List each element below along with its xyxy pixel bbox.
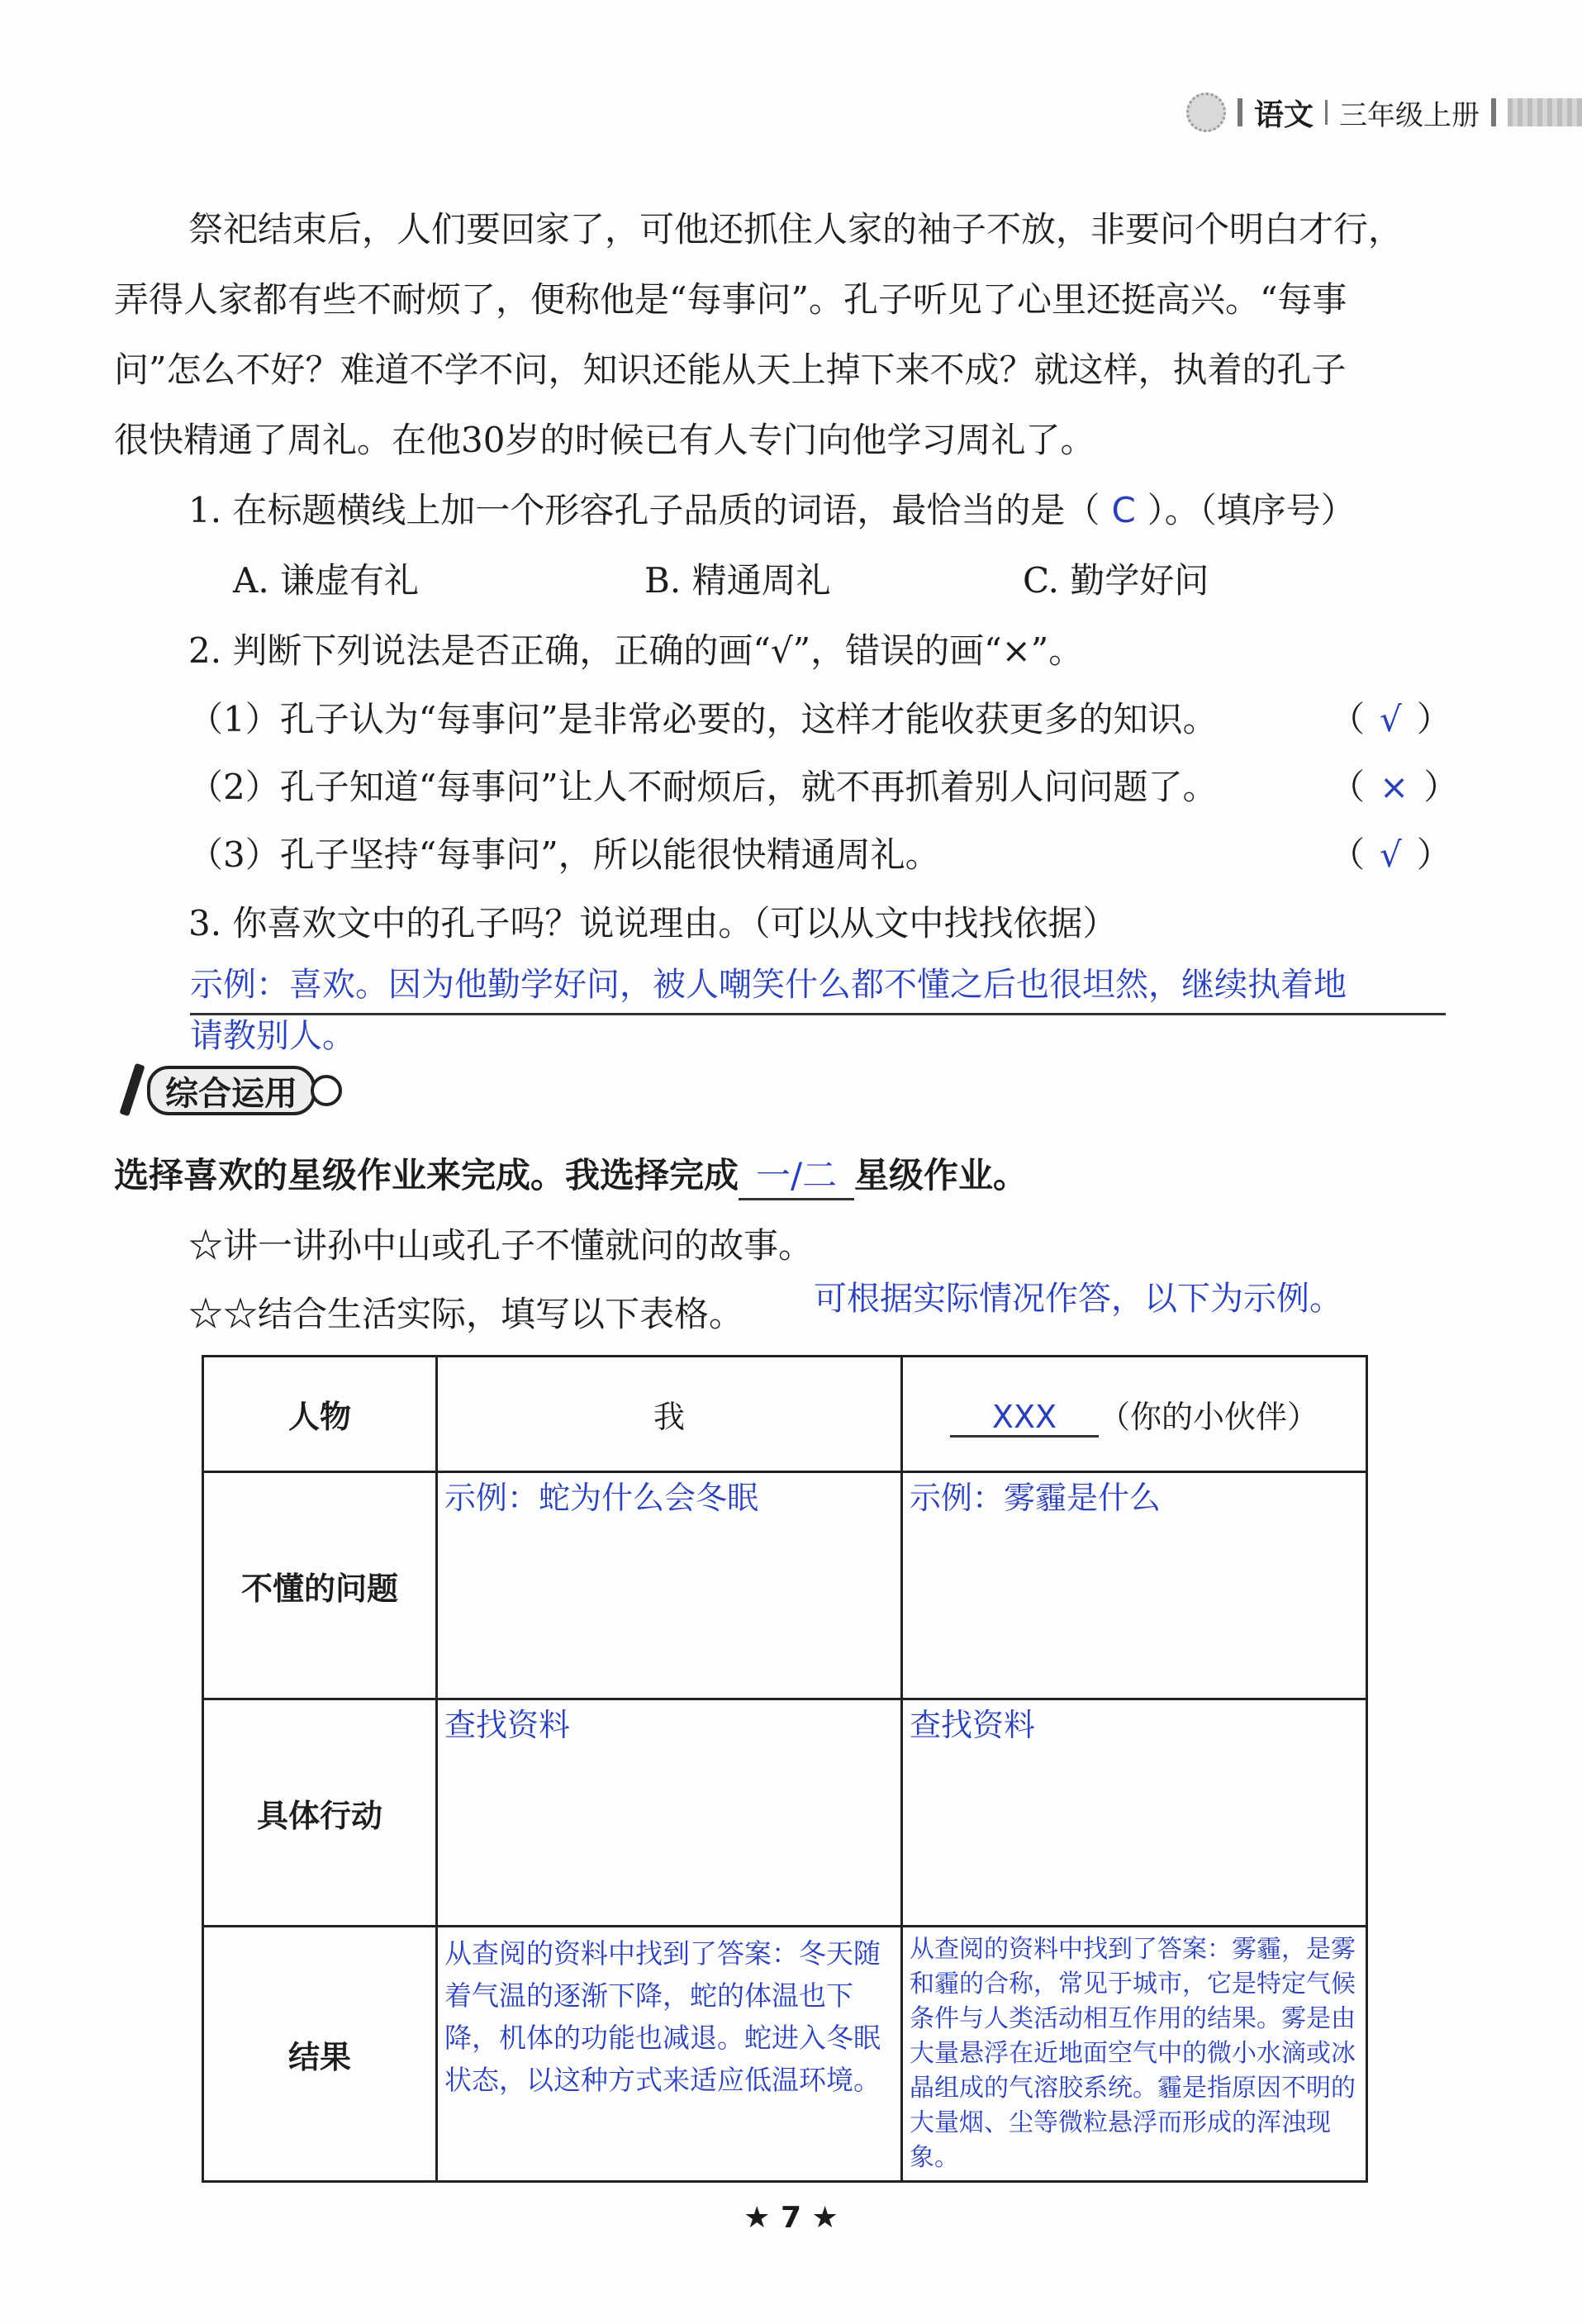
judge-answer: （ √ ）	[1330, 834, 1451, 875]
table-cell: 从查阅的资料中找到了答案：冬天随着气温的逐渐下降，蛇的体温也下降，机体的功能也减退。蛇进入冬眠状态，以这种方式来适应低温环境。	[437, 1927, 902, 2182]
divider	[1491, 98, 1496, 126]
question-1-stem: 1. 在标题横线上加一个形容孔子品质的词语，最恰当的是（	[188, 490, 1100, 530]
table-cell: 示例：蛇为什么会冬眠	[437, 1472, 902, 1699]
judge-item: （1）孔子认为“每事问”是非常必要的，这样才能收获更多的知识。	[188, 699, 1218, 739]
star1-task: ☆讲一讲孙中山或孔子不懂就问的故事。	[188, 1225, 814, 1266]
passage-line: 祭祀结束后，人们要回家了，可他还抓住人家的袖子不放，非要问个明白才行，	[188, 209, 1404, 250]
judge-item: （2）孔子知道“每事问”让人不耐烦后，就不再抓着别人问问题了。	[188, 767, 1218, 807]
sun-icon	[1186, 93, 1226, 132]
row-label: 不懂的问题	[203, 1472, 437, 1699]
passage-line: 弄得人家都有些不耐烦了，便称他是“每事问”。孔子听见了心里还挺高兴。“每事	[114, 279, 1347, 320]
judge-answer: （ √ ）	[1330, 699, 1451, 739]
header-strip	[1508, 98, 1582, 126]
answer-note: 可根据实际情况作答，以下为示例。	[814, 1280, 1342, 1318]
passage-line: 问”怎么不好？难道不学不问，知识还能从天上掉下来不成？就这样，执着的孔子	[114, 349, 1347, 390]
passage-line: 很快精通了周礼。在他30岁的时候已有人专门向他学习周礼了。	[114, 420, 1095, 460]
subject-label: 语文	[1253, 97, 1314, 132]
question-1	[188, 483, 1356, 533]
table-cell: 从查阅的资料中找到了答案：雾霾，是雾和霾的合称，常见于城市，它是特定气候条件与人类活动相互作用的结果。雾是由大量悬浮在近地面空气中的微小水滴或冰晶组成的气溶胶系统。霾是指原因不明的大量烟、尘等微粒悬浮而形成的浑浊现象。	[902, 1927, 1367, 2182]
row-label: 具体行动	[203, 1699, 437, 1927]
question-2-stem: 2. 判断下列说法是否正确，正确的画“√”，错误的画“×”。	[188, 630, 1084, 671]
option-a: A. 谦虚有礼	[233, 560, 420, 601]
header-me: 我	[437, 1357, 902, 1472]
answer-line	[190, 1013, 1446, 1015]
question-3-stem: 3. 你喜欢文中的孔子吗？说说理由。（可以从文中找找依据）	[188, 903, 1118, 943]
section-badge	[114, 1064, 342, 1117]
activity-table	[202, 1355, 1368, 2183]
ring-icon	[311, 1075, 342, 1106]
partner-suffix: （你的小伙伴）	[1098, 1398, 1318, 1435]
pencil-icon	[114, 1062, 147, 1119]
table-cell: 查找资料	[902, 1699, 1367, 1927]
judge-answer: （ × ）	[1330, 767, 1459, 807]
judge-item: （3）孔子坚持“每事问”，所以能很快精通周礼。	[188, 834, 940, 875]
page-number: ★ 7 ★	[743, 2201, 839, 2235]
row-label: 结果	[203, 1927, 437, 2182]
question-3-answer-line2: 请教别人。	[190, 1017, 355, 1055]
table-cell: 查找资料	[437, 1699, 902, 1927]
grade-label: 三年级上册	[1339, 98, 1480, 132]
page-header	[1186, 91, 1582, 134]
star2-task: ☆☆结合生活实际，填写以下表格。	[188, 1294, 744, 1334]
header-person: 人物	[203, 1357, 437, 1472]
task-choice: 一/二	[739, 1148, 854, 1200]
question-1-stem-end: ）。（填序号）	[1147, 490, 1356, 530]
divider	[1238, 98, 1242, 126]
option-b: B. 精通周礼	[644, 560, 831, 601]
divider	[1325, 100, 1328, 125]
header-partner	[902, 1357, 1367, 1472]
task-prompt: 选择喜欢的星级作业来完成。我选择完成 一/二 星级作业。	[114, 1148, 1028, 1200]
section-title: 综合运用	[147, 1066, 316, 1115]
option-c: C. 勤学好问	[1023, 560, 1209, 601]
table-cell: 示例：雾霾是什么	[902, 1472, 1367, 1699]
partner-name: XXX	[950, 1399, 1099, 1438]
question-1-answer: C	[1111, 490, 1136, 530]
question-3-answer-line1: 示例：喜欢。因为他勤学好问，被人嘲笑什么都不懂之后也很坦然，继续执着地	[190, 966, 1347, 1004]
